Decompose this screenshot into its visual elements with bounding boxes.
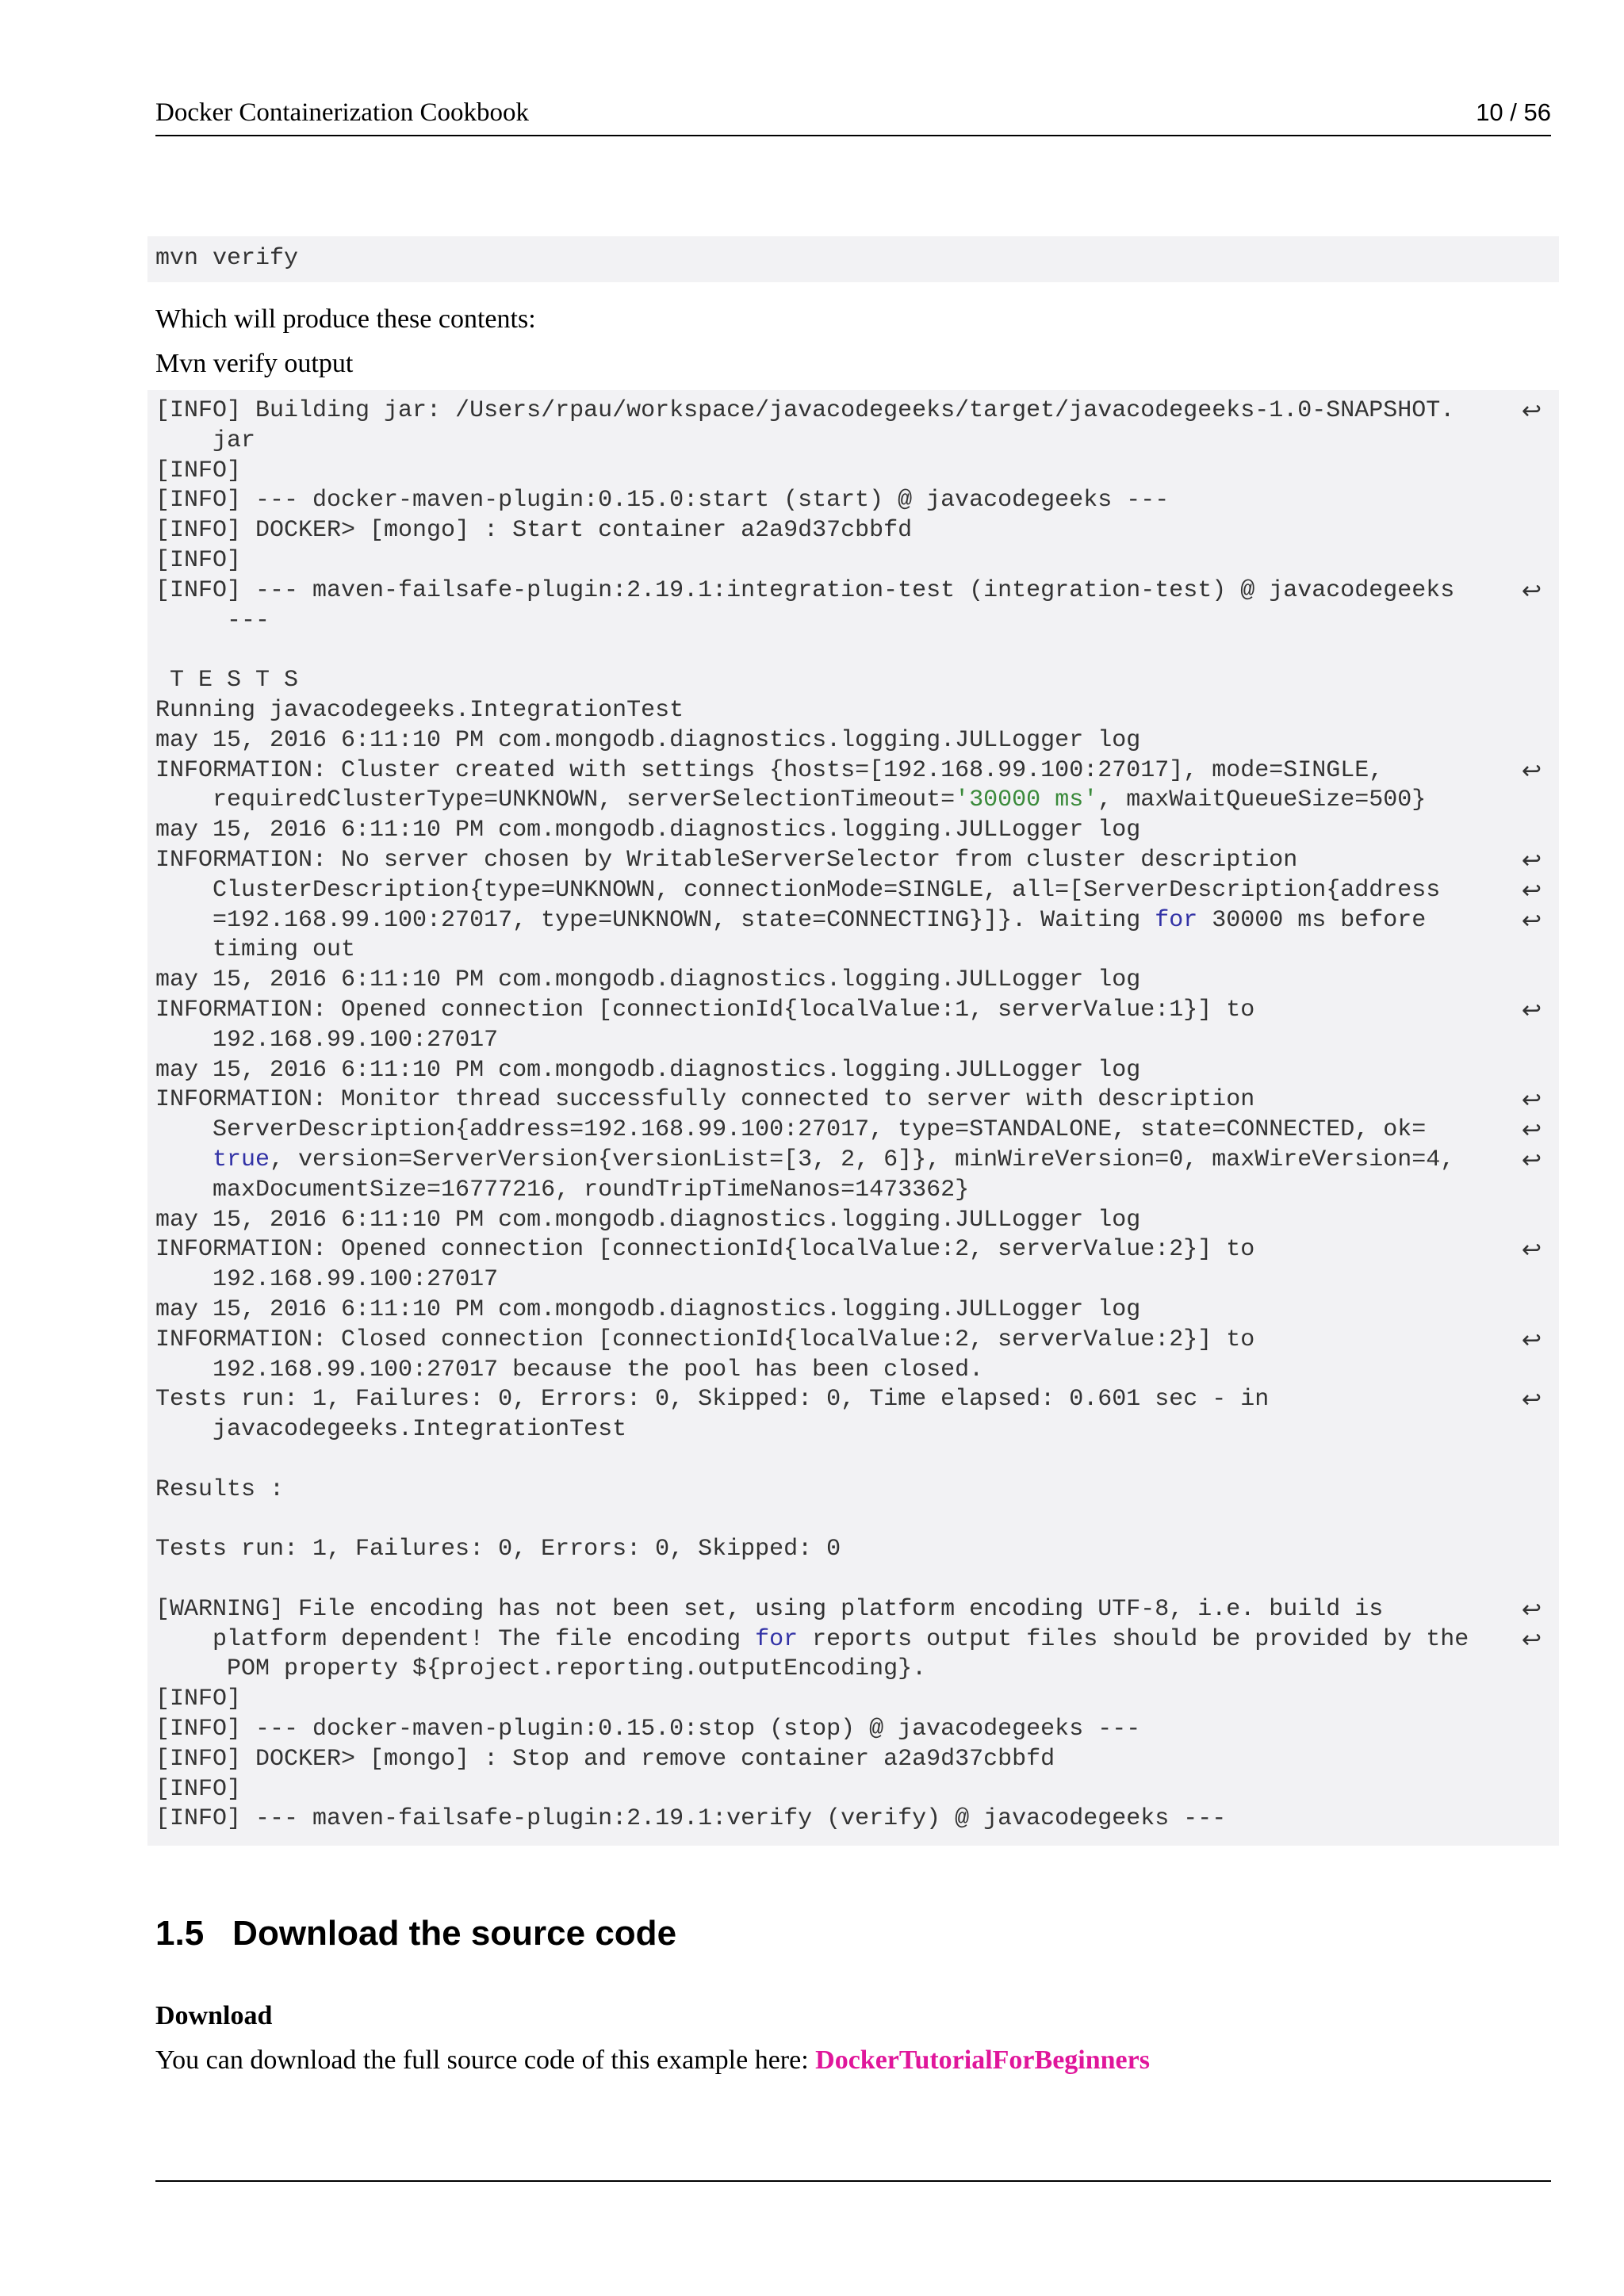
- code-line: timing out: [155, 936, 356, 964]
- download-heading: Download: [155, 2001, 273, 2030]
- code-line: [INFO]: [155, 457, 242, 484]
- code-line: requiredClusterType=UNKNOWN, serverSelectionTimeout='30000 ms', maxWaitQueueSize=500}: [155, 786, 1427, 814]
- wrap-arrow-icon: ↩: [1521, 876, 1542, 905]
- wrap-arrow-icon: ↩: [1521, 576, 1542, 605]
- code-line: [WARNING] File encoding has not been set, using platform encoding UTF-8, i.e. build is ↩: [155, 1595, 1542, 1624]
- code-line: [155, 636, 1559, 666]
- section-heading: [155, 1914, 676, 1954]
- wrap-arrow-icon: ↩: [1521, 846, 1542, 874]
- page-header: [155, 97, 1551, 136]
- keyword: for: [755, 1625, 799, 1653]
- command-code-block: [147, 236, 1559, 282]
- wrap-arrow-icon: ↩: [1521, 1116, 1542, 1145]
- wrap-arrow-icon: ↩: [1521, 1146, 1542, 1174]
- code-line: Tests run: 1, Failures: 0, Errors: 0, Skipped: 0, Time elapsed: 0.601 sec - in ↩: [155, 1386, 1542, 1414]
- code-line: may 15, 2016 6:11:10 PM com.mongodb.diagnostics.logging.JULLogger log: [155, 817, 1141, 844]
- wrap-arrow-icon: ↩: [1521, 397, 1542, 425]
- book-title: Docker Containerization Cookbook: [155, 98, 530, 127]
- code-line: [INFO] --- docker-maven-plugin:0.15.0:start (start) @ javacodegeeks ---: [155, 487, 1170, 515]
- code-line: [INFO] --- maven-failsafe-plugin:2.19.1:integration-test (integration-test) @ javacodegeeks ↩: [155, 576, 1542, 605]
- code-line: 192.168.99.100:27017: [155, 1266, 499, 1294]
- listing-caption: Mvn verify output: [155, 349, 354, 378]
- keyword: for: [1155, 906, 1198, 934]
- code-line: may 15, 2016 6:11:10 PM com.mongodb.diagnostics.logging.JULLogger log: [155, 726, 1141, 754]
- code-line: [INFO] --- maven-failsafe-plugin:2.19.1:verify (verify) @ javacodegeeks ---: [155, 1805, 1227, 1833]
- code-line: T E S T S: [155, 667, 299, 695]
- code-line: may 15, 2016 6:11:10 PM com.mongodb.diagnostics.logging.JULLogger log: [155, 1206, 1141, 1234]
- code-line: may 15, 2016 6:11:10 PM com.mongodb.diagnostics.logging.JULLogger log: [155, 1056, 1141, 1084]
- code-line: INFORMATION: Monitor thread successfully connected to server with description ↩: [155, 1086, 1542, 1115]
- code-line: POM property ${project.reporting.outputEncoding}.: [155, 1655, 927, 1683]
- code-line: jar: [155, 427, 256, 454]
- page-number: 10 / 56: [1476, 98, 1551, 126]
- wrap-arrow-icon: ↩: [1521, 996, 1542, 1024]
- section-number: 1.5: [155, 1914, 205, 1953]
- wrap-arrow-icon: ↩: [1521, 1086, 1542, 1115]
- wrap-arrow-icon: ↩: [1521, 1326, 1542, 1354]
- code-line: may 15, 2016 6:11:10 PM com.mongodb.diagnostics.logging.JULLogger log: [155, 1295, 1141, 1323]
- code-line: 192.168.99.100:27017: [155, 1026, 499, 1054]
- code-line: INFORMATION: Cluster created with settings {hosts=[192.168.99.100:27017], mode=SINGLE, ↩: [155, 756, 1542, 785]
- wrap-arrow-icon: ↩: [1521, 1236, 1542, 1265]
- code-line: maxDocumentSize=16777216, roundTripTimeNanos=1473362}: [155, 1176, 970, 1203]
- code-line: [INFO] Building jar: /Users/rpau/workspace/javacodegeeks/target/javacodegeeks-1.0-SNAPSHOT. ↩: [155, 397, 1542, 425]
- code-line: Tests run: 1, Failures: 0, Errors: 0, Skipped: 0: [155, 1536, 841, 1563]
- code-line: javacodegeeks.IntegrationTest: [155, 1416, 627, 1444]
- code-line: INFORMATION: Closed connection [connectionId{localValue:2, serverValue:2}] to ↩: [155, 1326, 1542, 1354]
- code-line: =192.168.99.100:27017, type=UNKNOWN, state=CONNECTING}]}. Waiting for 30000 ms before ↩: [155, 906, 1542, 935]
- section-title: Download the source code: [232, 1914, 677, 1953]
- output-code-block: [147, 390, 1559, 1846]
- code-line: INFORMATION: Opened connection [connectionId{localValue:2, serverValue:2}] to ↩: [155, 1236, 1542, 1265]
- code-line: [155, 1505, 1559, 1535]
- code-line: true, version=ServerVersion{versionList=[3, 2, 6]}, minWireVersion=0, maxWireVersion=4, ↩: [213, 1146, 1542, 1174]
- code-line: [INFO]: [155, 1775, 242, 1803]
- code-line: ---: [155, 607, 270, 634]
- wrap-arrow-icon: ↩: [1521, 1595, 1542, 1624]
- wrap-arrow-icon: ↩: [1521, 756, 1542, 785]
- intro-paragraph: Which will produce these contents:: [155, 304, 536, 334]
- download-link[interactable]: DockerTutorialForBeginners: [815, 2045, 1150, 2075]
- code-line: [155, 1445, 1559, 1475]
- keyword: true: [213, 1146, 270, 1173]
- download-text: You can download the full source code of this example here:: [155, 2045, 816, 2075]
- wrap-arrow-icon: ↩: [1521, 1625, 1542, 1654]
- code-line: INFORMATION: Opened connection [connectionId{localValue:1, serverValue:1}] to ↩: [155, 996, 1542, 1024]
- code-line: Running javacodegeeks.IntegrationTest: [155, 696, 684, 724]
- code-line: ServerDescription{address=192.168.99.100:27017, type=STANDALONE, state=CONNECTED, ok= ↩: [155, 1116, 1542, 1145]
- code-line: [INFO]: [155, 1686, 242, 1713]
- code-line: [INFO] --- docker-maven-plugin:0.15.0:stop (stop) @ javacodegeeks ---: [155, 1716, 1141, 1743]
- code-line: [INFO] DOCKER> [mongo] : Start container a2a9d37cbbfd: [155, 517, 913, 545]
- wrap-arrow-icon: ↩: [1521, 1386, 1542, 1414]
- code-line: [INFO] DOCKER> [mongo] : Stop and remove container a2a9d37cbbfd: [155, 1745, 1055, 1773]
- string-literal: '30000 ms': [955, 786, 1098, 814]
- code-line: 192.168.99.100:27017 because the pool has been closed.: [155, 1356, 984, 1383]
- code-line: [INFO]: [155, 546, 242, 574]
- footer-rule: [155, 2180, 1551, 2182]
- code-line: platform dependent! The file encoding for reports output files should be provided by the ↩: [155, 1625, 1542, 1654]
- command-line: mvn verify: [155, 245, 299, 272]
- code-line: may 15, 2016 6:11:10 PM com.mongodb.diagnostics.logging.JULLogger log: [155, 966, 1141, 994]
- download-paragraph: [155, 2045, 1150, 2076]
- code-line: [155, 1565, 1559, 1595]
- code-line: ClusterDescription{type=UNKNOWN, connectionMode=SINGLE, all=[ServerDescription{address ↩: [155, 876, 1542, 905]
- code-line: INFORMATION: No server chosen by WritableServerSelector from cluster description ↩: [155, 846, 1542, 874]
- code-line: Results :: [155, 1475, 285, 1503]
- wrap-arrow-icon: ↩: [1521, 906, 1542, 935]
